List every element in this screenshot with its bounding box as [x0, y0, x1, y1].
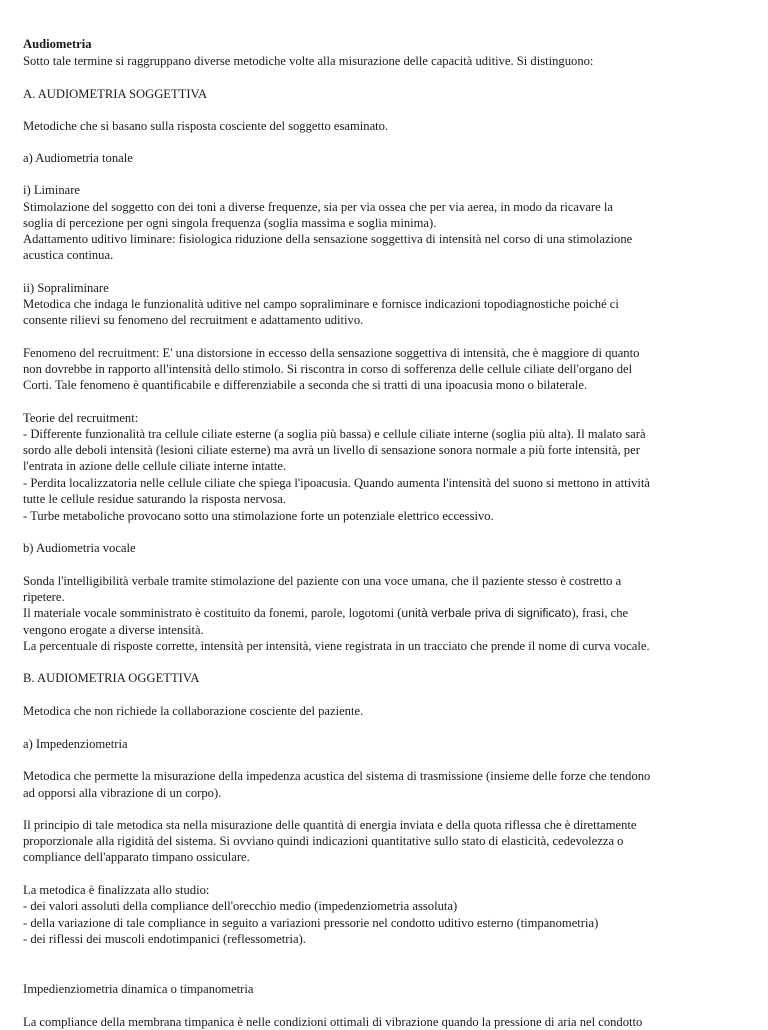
text-line: non dovrebbe in rapporto all'intensità dello stimolo. Si riscontra in corso di sofferenza delle cellule ciliate dell'organo del — [23, 362, 633, 376]
text-line: proporzionale alla rigidità del sistema. Si ovviano quindi indicazioni quantitative sullo stato di elasticità, cedevolezza o — [23, 834, 624, 848]
text-line: La percentuale di risposte corrette, intensità per intensità, viene registrata in un tracciato che prende il nome di curva vocale. — [23, 639, 650, 653]
text-line: i) Liminare — [23, 183, 80, 197]
text-line: Sonda l'intelligibilità verbale tramite stimolazione del paziente con una voce umana, che il paziente stesso è costretto a — [23, 574, 622, 588]
text-line: vengono erogate a diverse intensità. — [23, 623, 204, 637]
text-line: a) Impedenziometria — [23, 737, 128, 751]
text-line: l'entrata in azione delle cellule ciliate interne intatte. — [23, 459, 287, 473]
text-segment: Il materiale vocale somministrato è costituito da fonemi, parole, logotomi ( — [23, 606, 402, 620]
text-line: Adattamento uditivo liminare: fisiologica riduzione della sensazione soggettiva di intensità nel corso di una stimolazione — [23, 232, 633, 246]
text-line: ii) Sopraliminare — [23, 281, 109, 295]
text-line: Metodica che permette la misurazione della impedenza acustica del sistema di trasmissione (insieme delle forze che tendono — [23, 769, 651, 783]
text-line: acustica continua. — [23, 248, 114, 262]
text-line: Metodiche che si basano sulla risposta cosciente del soggetto esaminato. — [23, 119, 389, 133]
text-line: b) Audiometria vocale — [23, 541, 136, 555]
text-line: tutte le cellule residue saturando la risposta nervosa. — [23, 492, 286, 506]
text-line: soglia di percezione per ogni singola frequenza (soglia massima e soglia minima). — [23, 216, 437, 230]
text-line: Corti. Tale fenomeno è quantificabile e differenziabile a seconda che si tratti di una ipoacusia mono o bilaterale. — [23, 378, 588, 392]
text-line: Metodica che non richiede la collaborazione cosciente del paziente. — [23, 704, 364, 718]
text-line: a) Audiometria tonale — [23, 151, 133, 165]
text-line: Impedienziometria dinamica o timpanometria — [23, 982, 254, 996]
text-line: Stimolazione del soggetto con dei toni a diverse frequenze, sia per via ossea che per via aerea, in modo da ricavare la — [23, 200, 613, 214]
text-line: Fenomeno del recruitment: E' una distorsione in eccesso della sensazione soggettiva di intensità, che è maggiore di quanto — [23, 346, 640, 360]
text-line: Teorie del recruitment: — [23, 411, 139, 425]
text-segment: ), frasi, che — [571, 606, 629, 620]
text-line: sordo alle deboli intensità (lesioni ciliate esterne) ma avrà un livello di sensazione sonora normale a più forte intensità, per — [23, 443, 640, 457]
text-line: compliance dell'apparato timpano ossiculare. — [23, 850, 250, 864]
text-line: ripetere. — [23, 590, 65, 604]
text-line: - della variazione di tale compliance in seguito a variazioni pressorie nel condotto uditivo esterno (timpanometria) — [23, 916, 599, 930]
text-line: La compliance della membrana timpanica è nelle condizioni ottimali di vibrazione quando la pressione di aria nel condotto — [23, 1015, 643, 1029]
text-line: - Perdita localizzatoria nelle cellule ciliate che spiega l'ipoacusia. Quando aumenta l'intensità del suono si mettono in attività — [23, 476, 651, 490]
text-line: Metodica che indaga le funzionalità uditive nel campo sopraliminare e fornisce indicazioni topodiagnostiche poiché ci — [23, 297, 619, 311]
text-line: ad opporsi alla vibrazione di un corpo). — [23, 786, 222, 800]
text-line: A. AUDIOMETRIA SOGGETTIVA — [23, 87, 208, 101]
text-line: Sotto tale termine si raggruppano diverse metodiche volte alla misurazione delle capacità uditive. Si distinguono: — [23, 54, 594, 68]
text-line: consente rilievi su fenomeno del recruitment e adattamento uditivo. — [23, 313, 364, 327]
text-segment: unità verbale priva di significato — [401, 606, 572, 620]
text-line: - dei riflessi dei muscoli endotimpanici (reflessometria). — [23, 932, 306, 946]
text-line: B. AUDIOMETRIA OGGETTIVA — [23, 671, 200, 685]
document-title: Audiometria — [23, 37, 92, 51]
text-line — [23, 605, 628, 621]
text-line: - Turbe metaboliche provocano sotto una stimolazione forte un potenziale elettrico eccessivo. — [23, 509, 494, 523]
text-line: Il principio di tale metodica sta nella misurazione delle quantità di energia inviata e della quota riflessa che è direttamente — [23, 818, 637, 832]
text-line: - Differente funzionalità tra cellule ciliate esterne (a soglia più bassa) e cellule ciliate interne (soglia più alta). Il malato sarà — [23, 427, 646, 441]
text-line: La metodica è finalizzata allo studio: — [23, 883, 210, 897]
text-line: - dei valori assoluti della compliance dell'orecchio medio (impedenziometria assoluta) — [23, 899, 458, 913]
